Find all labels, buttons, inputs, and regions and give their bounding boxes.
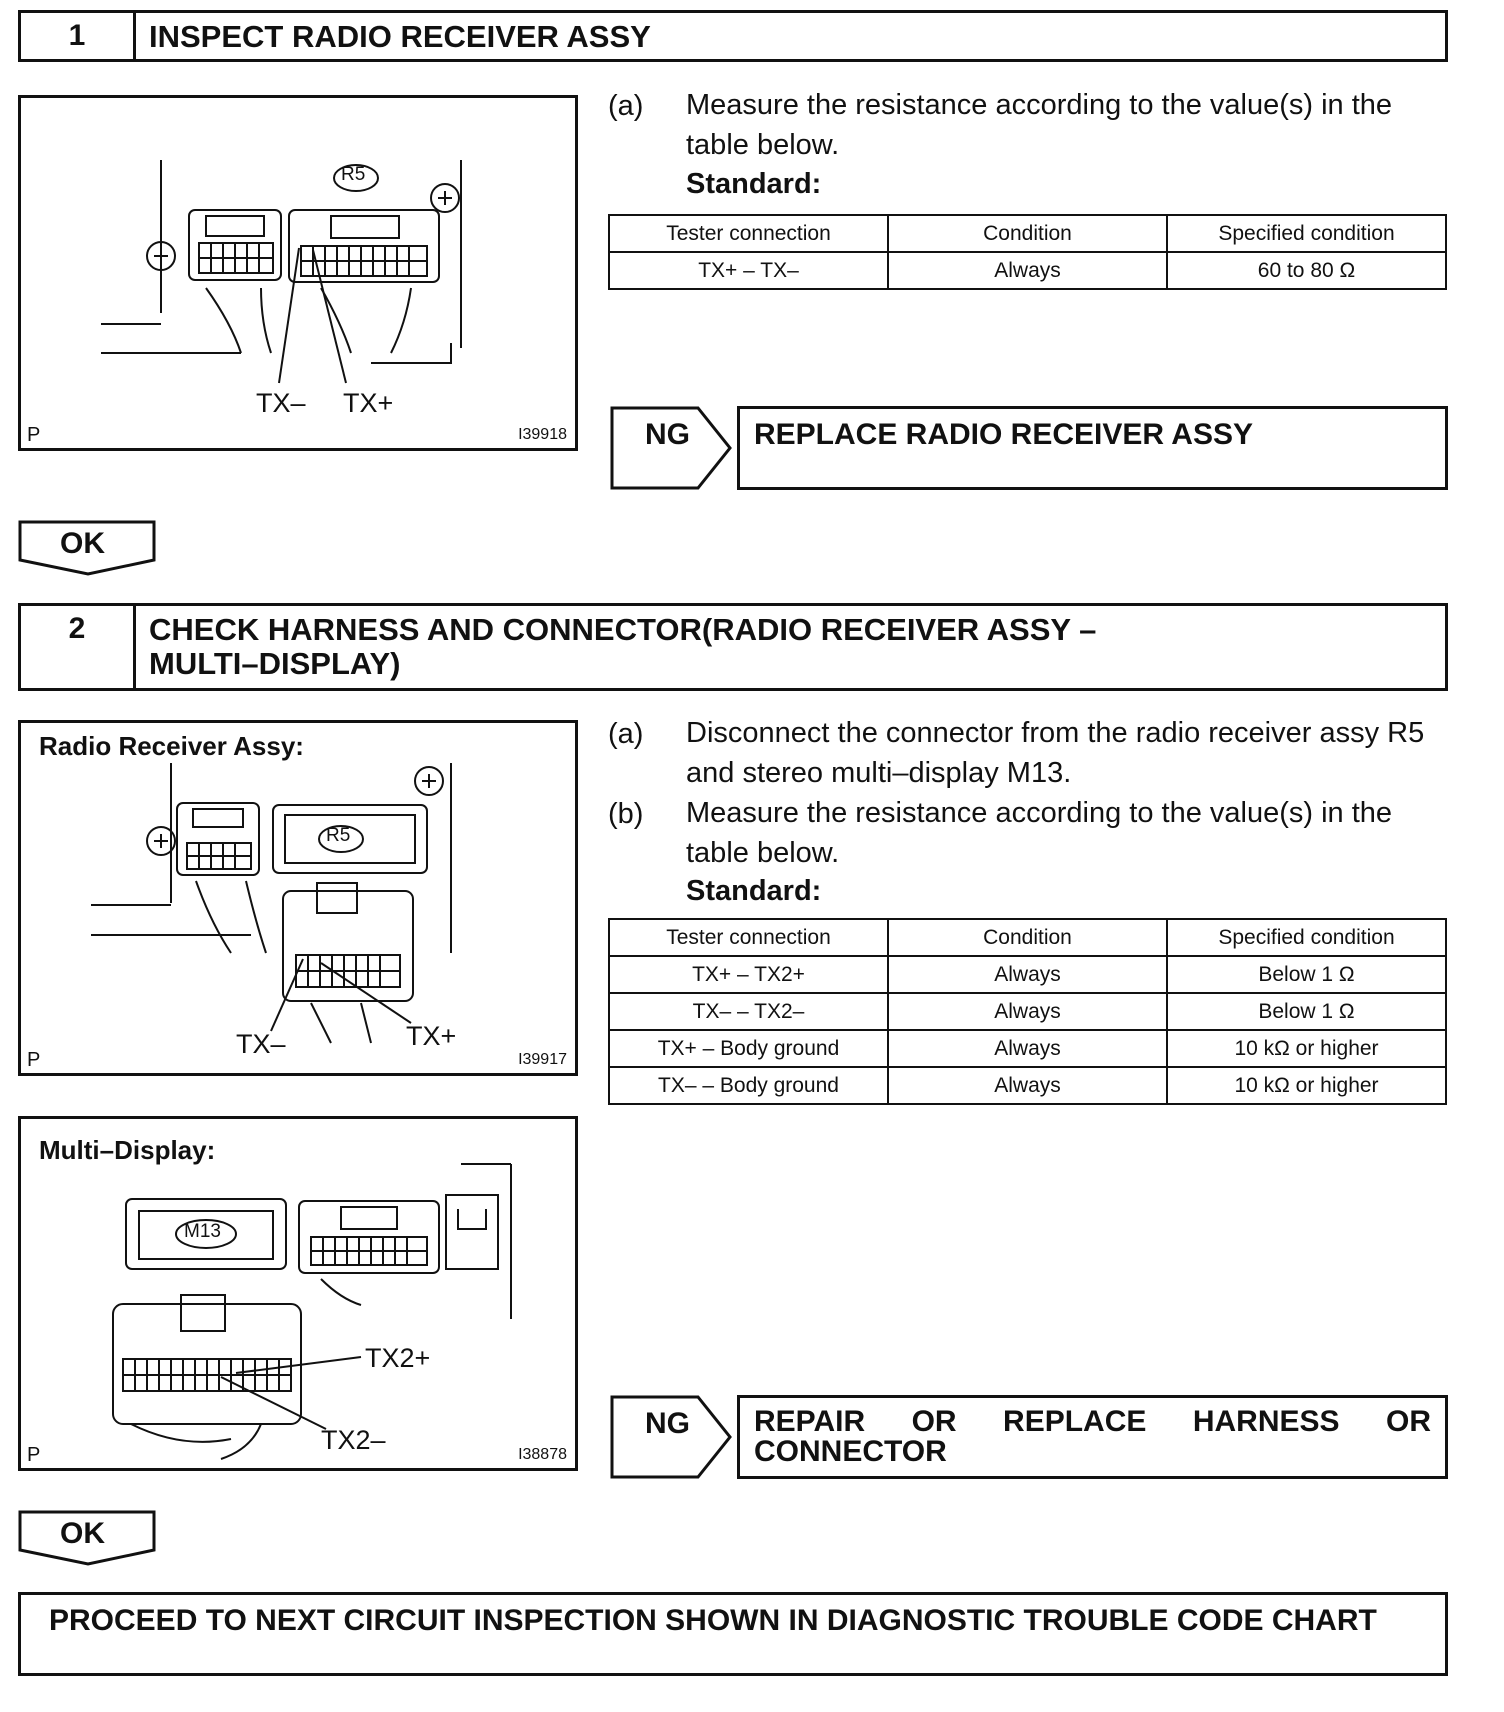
radio-receiver-disconnected-diagram [21,723,575,1073]
step-1-title: INSPECT RADIO RECEIVER ASSY [149,19,651,54]
table-cell: Below 1 Ω [1167,956,1446,993]
figure-radio-receiver-step1 [18,95,578,451]
step-2-title-line1: CHECK HARNESS AND CONNECTOR(RADIO RECEIVER ASSY – [149,612,1097,647]
table-cell: TX+ – Body ground [609,1030,888,1067]
table-header-cell: Specified condition [1167,215,1446,252]
figure-corner-tag: P [27,1444,41,1466]
step-1-standard-label: Standard: [686,168,822,200]
final-instruction-box [18,1592,1448,1676]
table-cell: 10 kΩ or higher [1167,1067,1446,1104]
step-1-header [18,10,1448,62]
step-2-instruction-a-line1: Disconnect the connector from the radio receiver assy R5 [686,717,1425,749]
ng-label-step1: NG [645,418,690,451]
ng-action-text-step2-line1: REPAIR OR REPLACE HARNESS OR [754,1405,1431,1438]
callout-tx2-plus: TX2+ [365,1343,431,1373]
multi-display-connector-diagram [21,1119,575,1468]
table-row [609,252,1446,289]
table-row [609,956,1446,993]
table-header-cell: Condition [888,919,1167,956]
callout-tx2-minus: TX2– [321,1425,386,1455]
table-row [609,1067,1446,1104]
figure-corner-tag: P [27,424,41,446]
table-header-row [609,215,1446,252]
ng-label-step2: NG [645,1407,690,1440]
step-2-marker-b: (b) [608,798,644,830]
callout-tx-plus: TX+ [343,388,394,418]
ng-action-step1 [737,406,1448,490]
ng-action-text-step2-line2: CONNECTOR [754,1435,947,1468]
table-cell: Below 1 Ω [1167,993,1446,1030]
step-2-instruction-b-line1: Measure the resistance according to the value(s) in the [686,797,1393,829]
step-2-standard-label: Standard: [686,875,822,907]
figure-id: I39918 [518,426,567,443]
table-cell: TX+ – TX2+ [609,956,888,993]
table-cell: TX– – TX2– [609,993,888,1030]
figure-radio-receiver-step2 [18,720,578,1076]
table-cell: TX– – Body ground [609,1067,888,1104]
table-cell: TX+ – TX– [609,252,888,289]
step-1-spec-table [608,214,1447,290]
table-header-cell: Tester connection [609,919,888,956]
table-header-cell: Specified condition [1167,919,1446,956]
step-2-title-line2: MULTI–DISPLAY) [149,646,401,681]
table-cell: 10 kΩ or higher [1167,1030,1446,1067]
table-header-row [609,919,1446,956]
figure-title-radio-receiver: Radio Receiver Assy: [39,731,304,761]
table-cell: Always [888,956,1167,993]
figure-id: I39917 [518,1051,567,1068]
step-2-number: 2 [21,606,136,688]
step-2-marker-a: (a) [608,718,644,750]
table-cell: Always [888,252,1167,289]
step-2-header [18,603,1448,691]
table-cell: Always [888,1030,1167,1067]
ng-action-text-step1: REPLACE RADIO RECEIVER ASSY [754,418,1253,451]
figure-title-multi-display: Multi–Display: [39,1135,216,1165]
r5-label: R5 [326,825,351,846]
table-row [609,993,1446,1030]
table-cell: Always [888,993,1167,1030]
callout-tx-minus: TX– [256,388,306,418]
ng-action-step2 [737,1395,1448,1479]
callout-tx-plus: TX+ [406,1021,457,1051]
ok-label-step2: OK [60,1517,105,1550]
step-1-marker-a: (a) [608,90,644,122]
table-cell: Always [888,1067,1167,1104]
step-2-instruction-b-line2: table below. [686,837,840,869]
table-header-cell: Tester connection [609,215,888,252]
callout-tx-minus: TX– [236,1029,286,1059]
figure-corner-tag: P [27,1049,41,1071]
table-header-cell: Condition [888,215,1167,252]
r5-label: R5 [341,164,366,185]
m13-label: M13 [184,1221,221,1242]
step-1-number: 1 [21,13,136,59]
figure-id: I38878 [518,1446,567,1463]
step-2-spec-table [608,918,1447,1105]
figure-multi-display [18,1116,578,1471]
step-1-instruction-line1: Measure the resistance according to the value(s) in the [686,89,1393,121]
final-instruction-text: PROCEED TO NEXT CIRCUIT INSPECTION SHOWN IN DIAGNOSTIC TROUBLE CODE CHART [49,1604,1377,1637]
step-1-instruction-line2: table below. [686,129,840,161]
step-2-instruction-a-line2: and stereo multi–display M13. [686,757,1072,789]
table-row [609,1030,1446,1067]
table-cell: 60 to 80 Ω [1167,252,1446,289]
ok-label-step1: OK [60,527,105,560]
